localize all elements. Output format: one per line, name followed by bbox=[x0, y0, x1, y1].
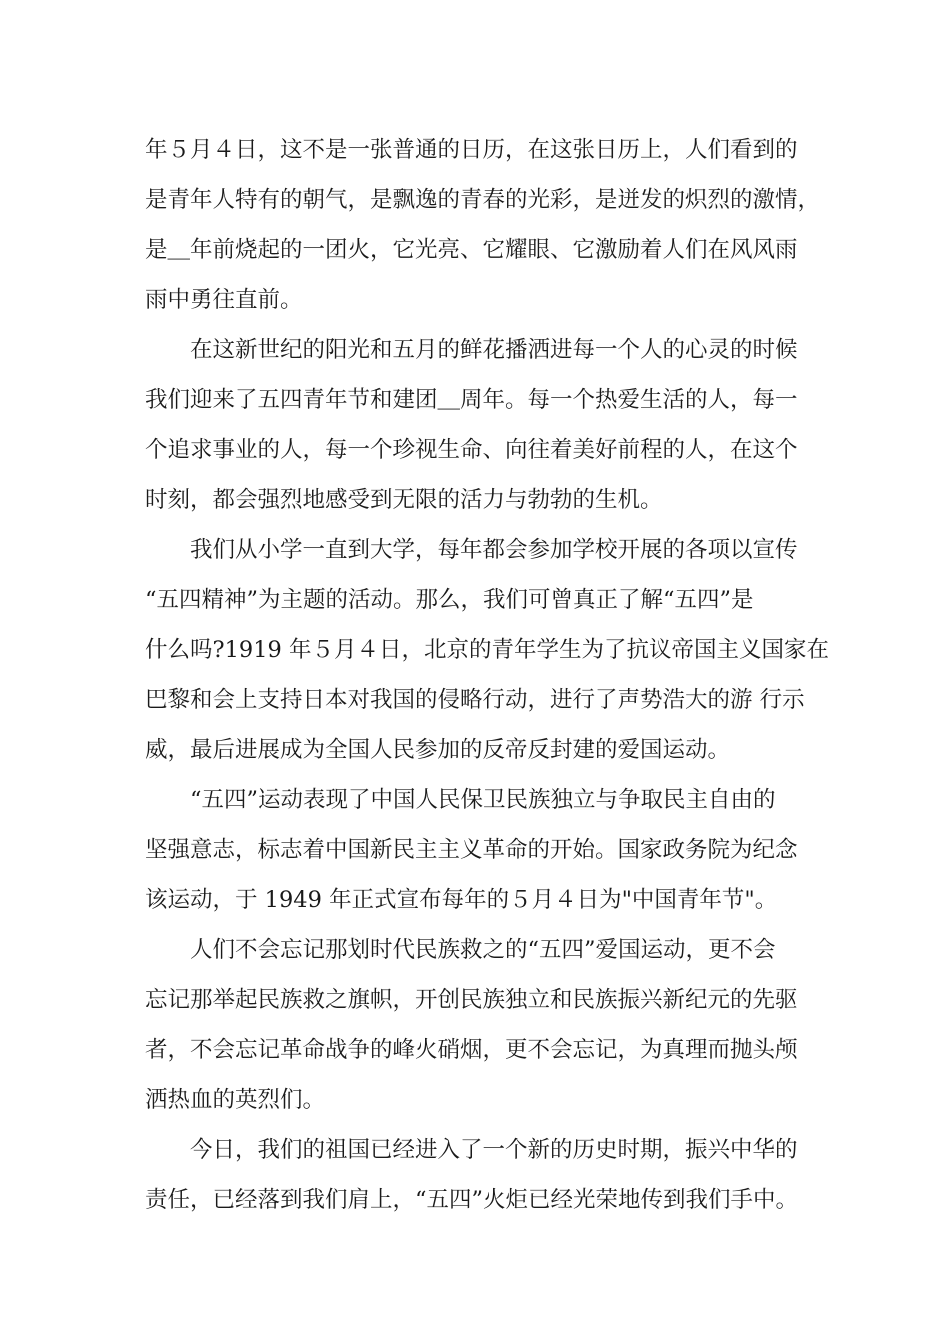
text-line: 忘记那举起民族救之旗帜，开创民族独立和民族振兴新纪元的先驱 bbox=[145, 987, 798, 1013]
text-line: “五四”运动表现了中国人民保卫民族独立与争取民主自由的 bbox=[190, 787, 776, 813]
text-line: 今日，我们的祖国已经进入了一个新的历史时期，振兴中华的 bbox=[190, 1137, 798, 1163]
text-line: 坚强意志，标志着中国新民主主义革命的开始。国家政务院为纪念 bbox=[145, 837, 798, 863]
text-line: 责任，已经落到我们肩上，“五四”火炬已经光荣地传到我们手中。 bbox=[145, 1187, 799, 1213]
text-line: 时刻，都会强烈地感受到无限的活力与勃勃的生机。 bbox=[145, 487, 663, 513]
paragraph-6 bbox=[145, 1125, 835, 1225]
text-line: 人们不会忘记那划时代民族救之的“五四”爱国运动，更不会 bbox=[190, 937, 776, 963]
text-line: 洒热血的英烈们。 bbox=[145, 1087, 326, 1113]
text-line: 威，最后进展成为全国人民参加的反帝反封建的爱国运动。 bbox=[145, 737, 731, 763]
text-line: 年５月４日，这不是一张普通的日历，在这张日历上，人们看到的 bbox=[145, 137, 798, 163]
paragraph-3 bbox=[145, 525, 835, 775]
text-line: 什么吗?1919 年５月４日，北京的青年学生为了抗议帝国主义国家在 bbox=[145, 637, 829, 663]
text-line: 该运动，于 1949 年正式宣布每年的５月４日为"中国青年节"。 bbox=[145, 887, 778, 913]
text-line: 个追求事业的人，每一个珍视生命、向往着美好前程的人，在这个 bbox=[145, 437, 798, 463]
text-line: 是青年人特有的朝气，是飘逸的青春的光彩，是迸发的炽烈的激情， bbox=[145, 187, 821, 213]
text-line: 是＿年前烧起的一团火，它光亮、它耀眼、它激励着人们在风风雨 bbox=[145, 237, 798, 263]
text-line: 者，不会忘记革命战争的峰火硝烟，更不会忘记，为真理而抛头颅 bbox=[145, 1037, 798, 1063]
text-line: 雨中勇往直前。 bbox=[145, 287, 303, 313]
paragraph-2 bbox=[145, 325, 835, 525]
paragraph-1 bbox=[145, 125, 835, 325]
text-line: 在这新世纪的阳光和五月的鲜花播洒进每一个人的心灵的时候 bbox=[190, 337, 798, 363]
text-line: 我们迎来了五四青年节和建团＿周年。每一个热爱生活的人，每一 bbox=[145, 387, 798, 413]
text-line: 我们从小学一直到大学，每年都会参加学校开展的各项以宣传 bbox=[190, 537, 798, 563]
document-body bbox=[145, 125, 835, 1225]
paragraph-5 bbox=[145, 925, 835, 1125]
paragraph-4 bbox=[145, 775, 835, 925]
text-line: 巴黎和会上支持日本对我国的侵略行动，进行了声势浩大的游 行示 bbox=[145, 687, 805, 713]
text-line: “五四精神”为主题的活动。那么，我们可曾真正了解“五四”是 bbox=[145, 587, 754, 613]
